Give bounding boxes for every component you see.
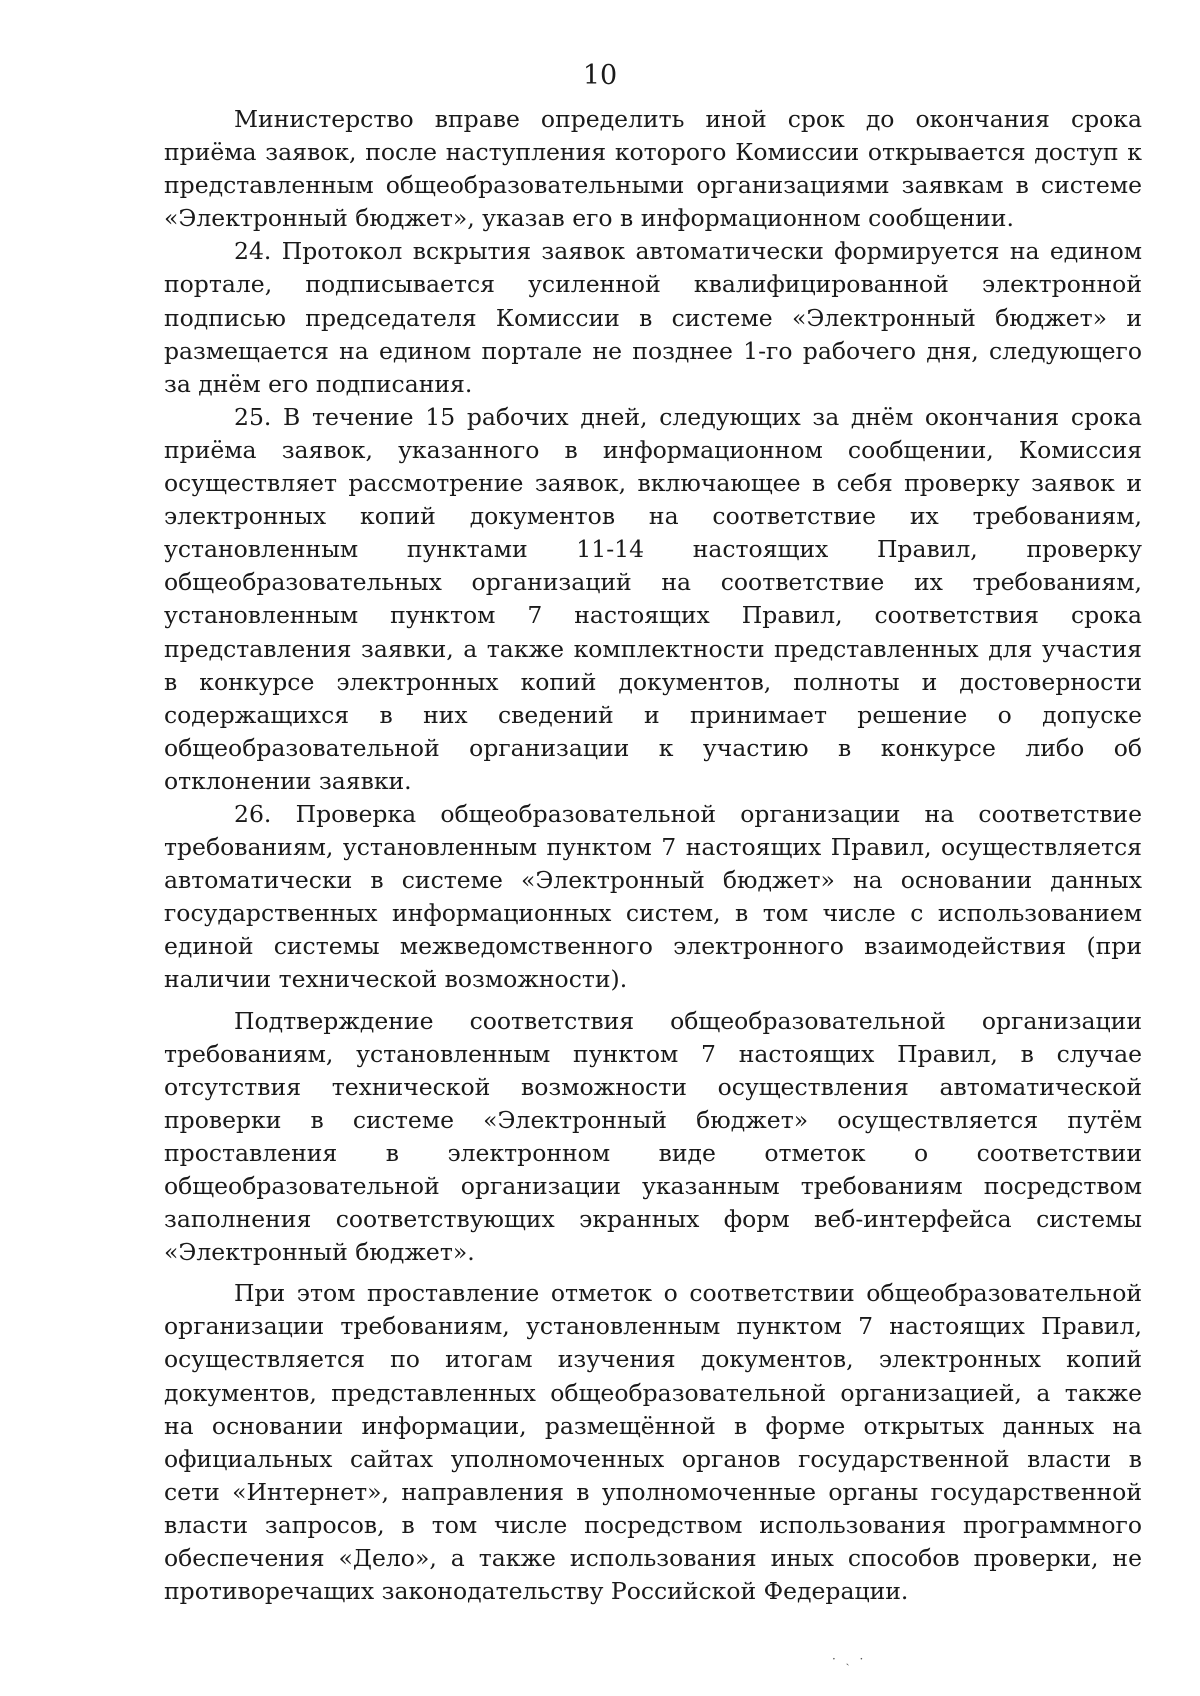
page-number: 10 xyxy=(582,60,618,91)
paragraph-25-review: 25. В течение 15 рабочих дней, следующих за днём окончания срока приёма заявок, указанного в информационном сообщении, Комиссия осуществляет рассмотрение заявок, включающее в себя проверку заявок и электронных копий документов на соответствие их требованиям, установленным пунктами 11-14 настоящих Правил, проверку общеобразовательных организаций на соответствие их требованиям, установленным пунктом 7 настоящих Правил, соответствия срока представления заявки, а также комплектности представленных для участия в конкурсе электронных копий документов, полноты и достоверности содержащихся в них сведений и принимает решение о допуске общеобразовательной организации к участию в конкурсе либо об отклонении заявки. xyxy=(164,402,1142,795)
paragraph-26-verification: 26. Проверка общеобразовательной организации на соответствие требованиям, установленным пунктом 7 настоящих Правил, осуществляется автоматически в системе «Электронный бюджет» на основании данных государственных информационных систем, в том числе с использованием единой системы межведомственного электронного взаимодействия (при наличии технической возможности). xyxy=(164,799,1142,994)
document-body xyxy=(164,103,1142,1608)
paragraph-24-protocol: 24. Протокол вскрытия заявок автоматически формируется на едином портале, подписывается усиленной квалифицированной электронной подписью председателя Комиссии в системе «Электронный бюджет» и размещается на едином портале не позднее 1-го рабочего дня, следующего за днём его подписания. xyxy=(164,237,1142,398)
scan-speck: · ˏ · xyxy=(832,1652,867,1666)
paragraph-confirmation: Подтверждение соответствия общеобразовательной организации требованиям, установленным пунктом 7 настоящих Правил, в случае отсутствия технической возможности осуществления автоматической проверки в системе «Электронный бюджет» осуществляется путём проставления в электронном виде отметок о соответствии общеобразовательной организации указанным требованиям посредством заполнения соответствующих экранных форм веб-интерфейса системы «Электронный бюджет». xyxy=(164,1006,1142,1267)
paragraph-deadline-access: Министерство вправе определить иной срок до окончания срока приёма заявок, после наступления которого Комиссии открывается доступ к представленным общеобразовательными организациями заявкам в системе «Электронный бюджет», указав его в информационном сообщении. xyxy=(164,105,1142,233)
paragraph-marks: При этом проставление отметок о соответствии общеобразовательной организации требованиям, установленным пунктом 7 настоящих Правил, осуществляется по итогам изучения документов, электронных копий документов, представленных общеобразовательной организацией, а также на основании информации, размещённой в форме открытых данных на официальных сайтах уполномоченных органов государственной власти в сети «Интернет», направления в уполномоченные органы государственной власти запросов, в том числе посредством использования программного обеспечения «Дело», а также использования иных способов проверки, не противоречащих законодательству Российской Федерации. xyxy=(164,1279,1142,1606)
